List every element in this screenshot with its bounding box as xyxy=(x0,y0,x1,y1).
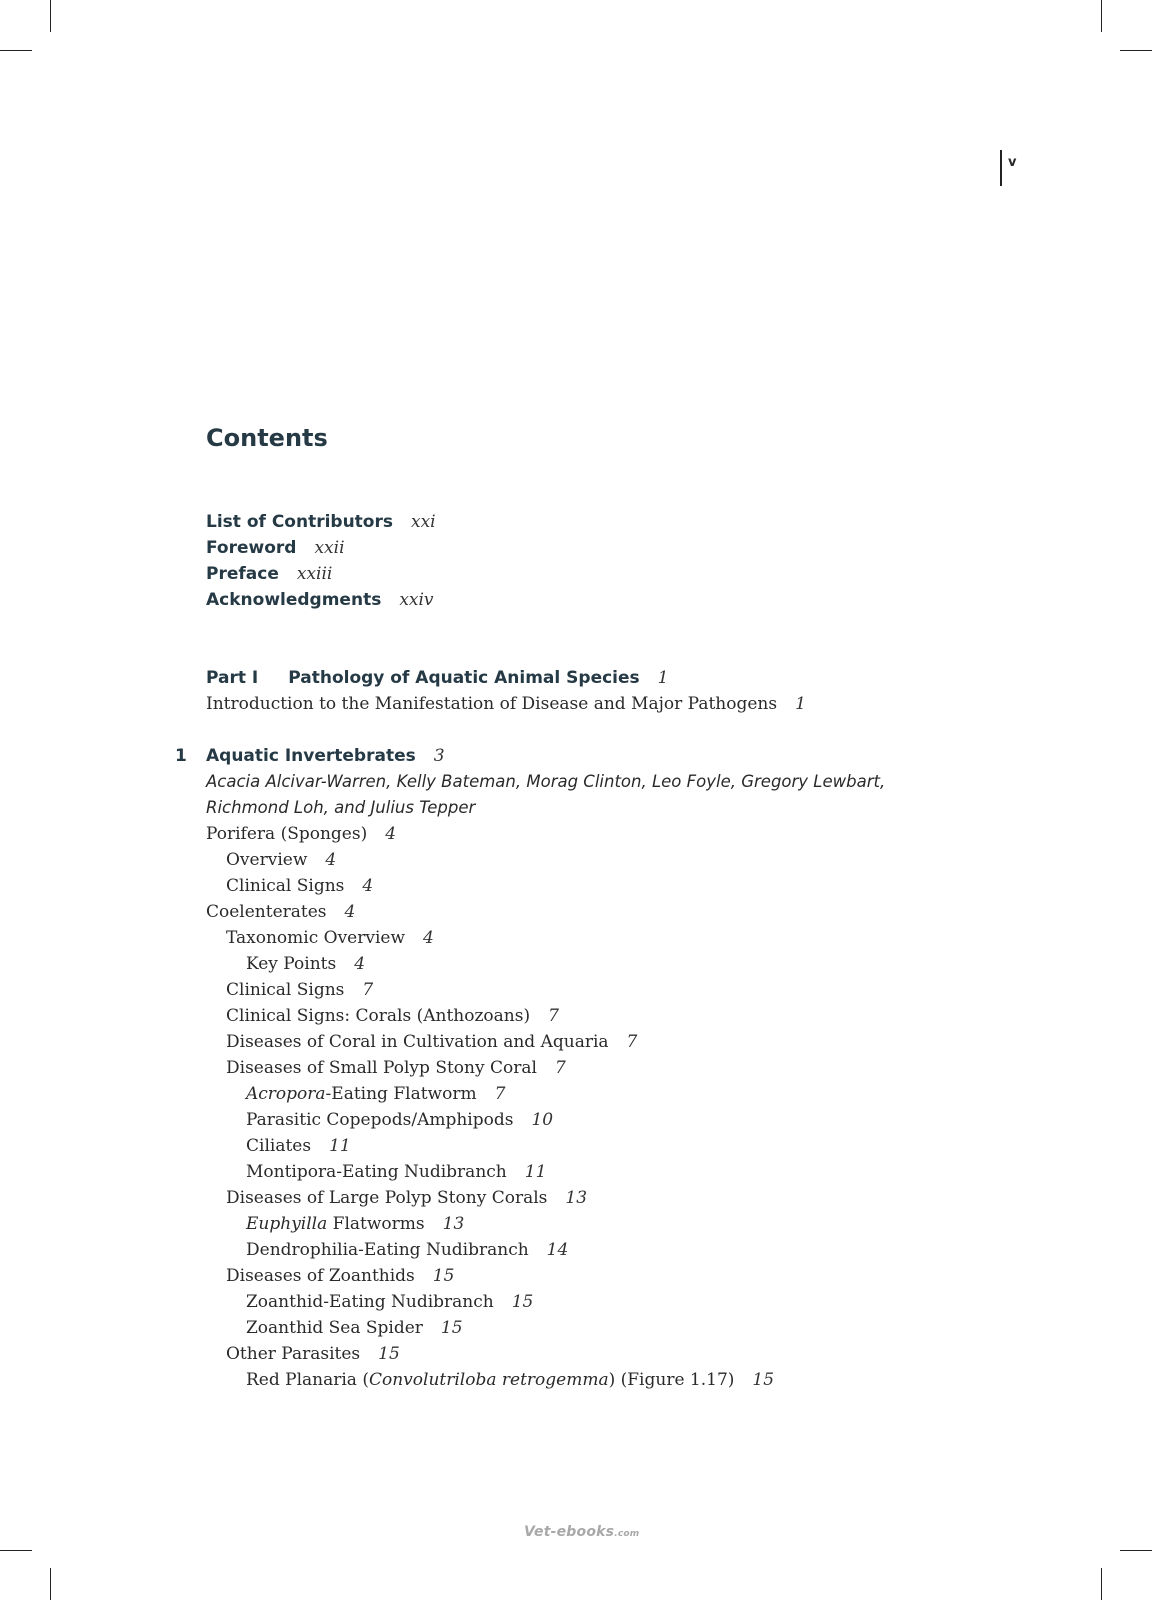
toc-page: 15 xyxy=(511,1292,534,1312)
toc-label: Foreword xyxy=(206,538,297,558)
toc-page: 15 xyxy=(752,1370,775,1390)
toc-label: ) (Figure 1.17) xyxy=(608,1370,735,1390)
toc-entry[interactable] xyxy=(226,1058,566,1078)
toc-entry[interactable] xyxy=(226,876,373,896)
toc-label: Other Parasites xyxy=(226,1344,361,1364)
toc-label: List of Contributors xyxy=(206,512,393,532)
page-title: Contents xyxy=(206,424,328,452)
toc-label: Zoanthid-Eating Nudibranch xyxy=(246,1292,494,1312)
toc-part-heading[interactable] xyxy=(206,668,668,688)
toc-label: Ciliates xyxy=(246,1136,312,1156)
part-label: Part I xyxy=(206,668,259,688)
chapter-authors-line-1: Acacia Alcivar-Warren, Kelly Bateman, Morag Clinton, Leo Foyle, Gregory Lewbart, xyxy=(206,772,886,791)
toc-page: 1 xyxy=(657,668,669,688)
toc-page: 4 xyxy=(344,902,356,922)
chapter-authors-line-2: Richmond Loh, and Julius Tepper xyxy=(206,798,476,817)
toc-page: 15 xyxy=(440,1318,463,1338)
toc-entry[interactable] xyxy=(246,1240,568,1260)
toc-entry[interactable] xyxy=(246,1162,546,1182)
toc-label: Clinical Signs xyxy=(226,980,345,1000)
toc-entry[interactable] xyxy=(246,954,365,974)
crop-mark-bottom-right xyxy=(1101,1568,1102,1600)
toc-label: Diseases of Large Polyp Stony Corals xyxy=(226,1188,548,1208)
toc-page: 11 xyxy=(329,1136,351,1156)
toc-page: 3 xyxy=(433,746,445,766)
toc-label-italic: Convolutriloba retrogemma xyxy=(368,1370,609,1390)
toc-entry[interactable] xyxy=(226,1344,400,1364)
toc-label: Overview xyxy=(226,850,308,870)
toc-entry[interactable] xyxy=(226,1006,559,1026)
toc-label: Porifera (Sponges) xyxy=(206,824,368,844)
toc-label: Clinical Signs xyxy=(226,876,345,896)
toc-page: 7 xyxy=(626,1032,638,1052)
watermark-logo xyxy=(524,1524,639,1540)
toc-entry[interactable] xyxy=(226,850,336,870)
part-title: Pathology of Aquatic Animal Species xyxy=(288,668,640,688)
toc-entry[interactable] xyxy=(246,1110,553,1130)
chapter-title: Aquatic Invertebrates xyxy=(206,746,416,766)
toc-label: Acknowledgments xyxy=(206,590,382,610)
toc-label: Preface xyxy=(206,564,279,584)
toc-label-pre: Red Planaria ( xyxy=(246,1370,369,1390)
toc-page: 7 xyxy=(554,1058,566,1078)
toc-entry[interactable] xyxy=(246,1370,774,1390)
page-folio: v xyxy=(1008,155,1017,170)
toc-page: 4 xyxy=(362,876,374,896)
toc-page: 15 xyxy=(432,1266,455,1286)
toc-label: Clinical Signs: Corals (Anthozoans) xyxy=(226,1006,531,1026)
toc-label-italic: Acropora xyxy=(246,1084,326,1104)
crop-mark-bottom-left-h xyxy=(0,1550,32,1551)
toc-front-matter-acknowledgments[interactable] xyxy=(206,590,434,610)
toc-page: 4 xyxy=(423,928,434,948)
toc-label: Montipora-Eating Nudibranch xyxy=(246,1162,507,1182)
toc-label: Introduction to the Manifestation of Disease and Major Pathogens xyxy=(206,694,778,714)
toc-page: 4 xyxy=(385,824,397,844)
toc-chapter-heading[interactable] xyxy=(206,746,445,766)
crop-mark-top-right-h xyxy=(1120,50,1152,51)
toc-entry[interactable] xyxy=(226,1032,637,1052)
toc-entry[interactable] xyxy=(226,1266,454,1286)
toc-label: Key Points xyxy=(246,954,337,974)
toc-label: Flatworms xyxy=(327,1214,425,1234)
toc-entry[interactable] xyxy=(206,824,396,844)
toc-entry[interactable] xyxy=(246,1084,505,1104)
crop-mark-top-left xyxy=(50,0,51,32)
toc-page: 4 xyxy=(325,850,337,870)
toc-entry[interactable] xyxy=(226,1188,587,1208)
toc-label: Taxonomic Overview xyxy=(226,928,406,948)
toc-page: xxii xyxy=(314,538,345,558)
toc-entry[interactable] xyxy=(226,928,434,948)
crop-mark-top-right xyxy=(1101,0,1102,32)
toc-page: 1 xyxy=(795,694,806,714)
toc-front-matter-contributors[interactable] xyxy=(206,512,436,532)
toc-entry[interactable] xyxy=(246,1292,533,1312)
toc-page: 13 xyxy=(565,1188,588,1208)
toc-label: Diseases of Small Polyp Stony Coral xyxy=(226,1058,537,1078)
crop-mark-bottom-left xyxy=(50,1568,51,1600)
toc-label: Diseases of Coral in Cultivation and Aquaria xyxy=(226,1032,609,1052)
toc-page: 7 xyxy=(494,1084,506,1104)
toc-page: xxiii xyxy=(296,564,333,584)
toc-page: 14 xyxy=(546,1240,569,1260)
toc-label: Dendrophilia-Eating Nudibranch xyxy=(246,1240,529,1260)
toc-label: -Eating Flatworm xyxy=(325,1084,477,1104)
watermark-suffix: .com xyxy=(614,1529,640,1539)
toc-label: Coelenterates xyxy=(206,902,327,922)
toc-page: 7 xyxy=(548,1006,559,1026)
chapter-number: 1 xyxy=(175,746,187,766)
toc-page: 11 xyxy=(524,1162,547,1182)
toc-page: 15 xyxy=(378,1344,400,1364)
toc-entry[interactable] xyxy=(246,1318,463,1338)
toc-page: 13 xyxy=(442,1214,465,1234)
toc-part-intro[interactable] xyxy=(206,694,806,714)
toc-label: Diseases of Zoanthids xyxy=(226,1266,415,1286)
folio-rule xyxy=(1000,150,1002,186)
crop-mark-bottom-right-h xyxy=(1120,1550,1152,1551)
toc-page: 7 xyxy=(362,980,374,1000)
toc-page: xxiv xyxy=(399,590,434,610)
toc-entry[interactable] xyxy=(206,902,355,922)
toc-label: Zoanthid Sea Spider xyxy=(246,1318,423,1338)
toc-entry[interactable] xyxy=(246,1136,351,1156)
watermark-text: Vet-ebooks xyxy=(524,1524,615,1540)
toc-front-matter-foreword[interactable] xyxy=(206,538,345,558)
toc-page: xxi xyxy=(411,512,436,532)
toc-front-matter-preface[interactable] xyxy=(206,564,332,584)
toc-label-italic: Euphyilla xyxy=(246,1214,328,1234)
toc-label: Parasitic Copepods/Amphipods xyxy=(246,1110,514,1130)
toc-entry[interactable] xyxy=(246,1214,464,1234)
toc-page: 4 xyxy=(354,954,366,974)
crop-mark-top-left-h xyxy=(0,50,32,51)
toc-entry[interactable] xyxy=(226,980,373,1000)
toc-page: 10 xyxy=(531,1110,554,1130)
